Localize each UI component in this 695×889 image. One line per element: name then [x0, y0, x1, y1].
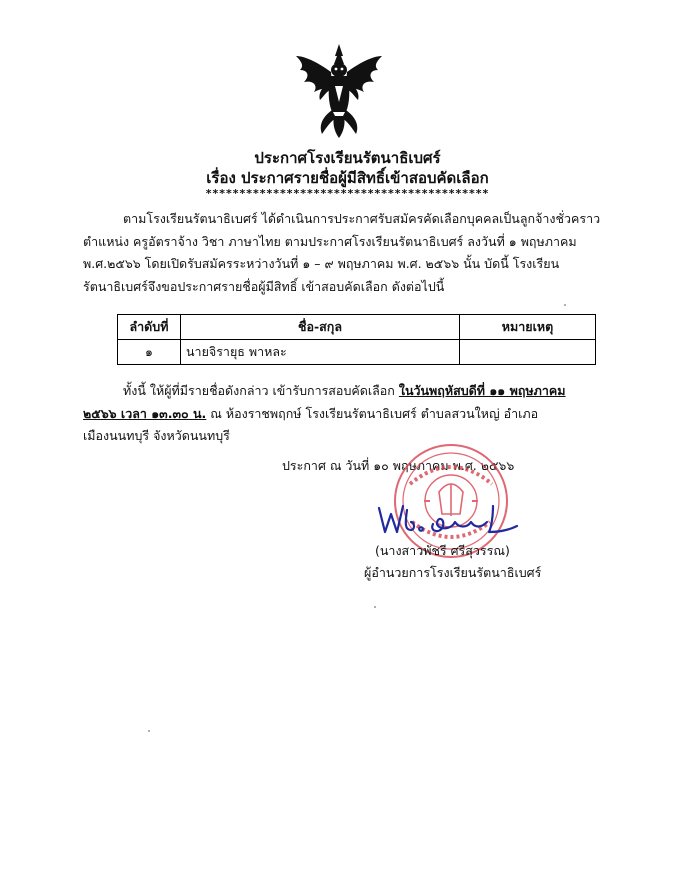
- row-note: [460, 340, 596, 365]
- candidate-table: [117, 314, 596, 365]
- scan-speck: [564, 304, 566, 306]
- signer-name: (นางสาวพัชรี ศรีสุวรรณ): [375, 543, 510, 558]
- separator-line: ******************************************: [205, 187, 490, 200]
- handwritten-signature: [375, 500, 525, 542]
- table-header-row: [118, 315, 596, 340]
- intro-paragraph: ตามโรงเรียนรัตนาธิเบศร์ ได้ดำเนินการประกาศรับสมัครคัดเลือกบุคคลเป็นลูกจ้างชั่วคราว ตำแหน่ง ครูอัตราจ้าง วิชา ภาษาไทย ตามประกาศโรงเรียนรัตนาธิเบศร์ ลงวันที่ ๑ พฤษภาคม พ.ศ.๒๕๖๖ โดยเปิดรับสมัครระหว่างวันที่ ๑ – ๙ พฤษภาคม พ.ศ. ๒๕๖๖ นั้น บัดนี้ โรงเรียนรัตนาธิเบศร์จึงขอประกาศรายชื่อผู้มีสิทธิ์ เข้าสอบคัดเลือก ดังต่อไปนี้: [83, 211, 601, 294]
- table-row: [118, 340, 596, 365]
- row-name: นายจิรายุธ พาหละ: [181, 340, 460, 365]
- exam-location-text: ณ ห้องราชพฤกษ์ โรงเรียนรัตนาธิเบศร์ ตำบลสวนใหญ่ อำเภอเมืองนนทบุรี จังหวัดนนทบุรี: [83, 405, 539, 443]
- exam-paragraph: [83, 380, 603, 448]
- document-subject: เรื่อง ประกาศรายชื่อผู้มีสิทธิ์เข้าสอบคัดเลือก: [206, 169, 489, 187]
- column-header-number: ลำดับที่: [118, 315, 181, 340]
- announcement-date: ประกาศ ณ วันที่ ๑๐ พฤษภาคม พ.ศ. ๒๕๖๖: [282, 458, 515, 473]
- scan-speck: [148, 730, 150, 732]
- exam-intro-text: ทั้งนี้ ให้ผู้ที่มีรายชื่อดังกล่าว เข้ารับการสอบคัดเลือก: [123, 383, 399, 398]
- garuda-emblem-icon: [292, 42, 386, 140]
- column-header-note: หมายเหตุ: [460, 315, 596, 340]
- signer-position: ผู้อำนวยการโรงเรียนรัตนาธิเบศร์: [364, 565, 542, 580]
- document-title: ประกาศโรงเรียนรัตนาธิเบศร์: [254, 149, 441, 167]
- scan-speck: [374, 606, 376, 608]
- row-number: ๑: [118, 340, 181, 365]
- column-header-name: ชื่อ-สกุล: [181, 315, 460, 340]
- exam-date-text: ในวันพฤหัสบดีที่ ๑๑ พฤษภาคม ๒๕๖๖ เวลา ๑๓.๓๐ น.: [83, 383, 566, 421]
